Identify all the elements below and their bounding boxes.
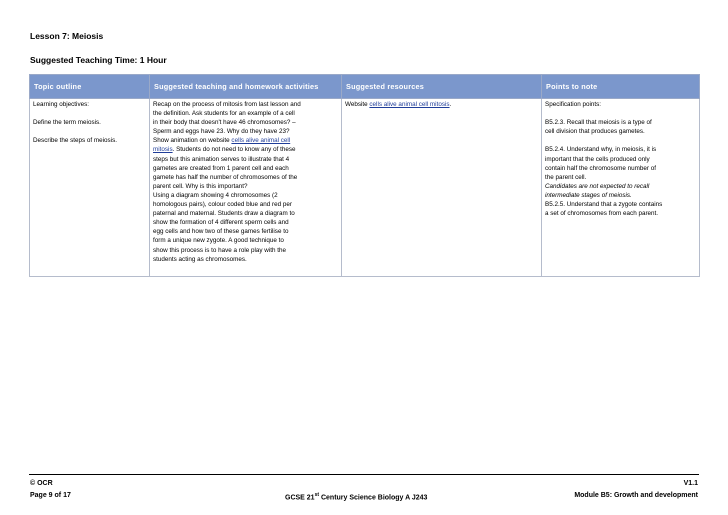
activity-line: show this process is to have a role play with the (153, 246, 287, 254)
activity-line: gametes are created from 1 parent cell and each (153, 164, 289, 172)
point-note: Candidates are not expected to recall (545, 182, 650, 190)
lesson-table (29, 74, 700, 277)
points-cell (542, 99, 700, 277)
animation-prefix: Show animation on website (153, 137, 232, 145)
point-line: B5.2.5. Understand that a zygote contains (545, 201, 663, 209)
course-sup: st (314, 492, 320, 498)
topic-line: Define the term meiosis. (33, 119, 101, 127)
activity-line: the definition. Ask students for an example of a cell (153, 110, 295, 118)
col-points: Points to note (542, 75, 700, 99)
footer-version: V1.1 (683, 480, 698, 487)
activity-line: form a unique new zygote. A good technique to (153, 237, 284, 245)
resource-line (345, 100, 538, 109)
activity-line: Recap on the process of mitosis from last lesson and (153, 101, 301, 108)
activity-line (153, 145, 338, 154)
point-line: the parent cell. (545, 173, 587, 181)
table-row (30, 99, 700, 277)
activity-line: in their body that doesn't have 46 chromosomes? – (153, 119, 296, 127)
lesson-title: Lesson 7: Meiosis (30, 31, 104, 41)
activity-line: students acting as chromosomes. (153, 255, 247, 263)
topic-line: Learning objectives: (33, 101, 90, 108)
activity-line: Sperm and eggs have 23. Why do they have 23? (153, 128, 290, 136)
point-note: intermediate stages of meiosis. (545, 191, 632, 199)
activity-line (153, 136, 338, 145)
topic-line: Describe the steps of meiosis. (33, 137, 117, 145)
col-topic-outline: Topic outline (30, 75, 150, 99)
point-line: a set of chromosomes from each parent. (545, 210, 659, 218)
footer-module: Module B5: Growth and development (574, 492, 698, 499)
col-activities: Suggested teaching and homework activities (150, 75, 342, 99)
animation-link[interactable]: cells alive animal cell (231, 137, 291, 145)
activity-line: parent cell. Why is this important? (153, 182, 248, 190)
resources-cell (342, 99, 542, 277)
activity-line: egg cells and how two of these games fertilise to (153, 228, 289, 236)
col-resources: Suggested resources (342, 75, 542, 99)
activity-line: steps but this animation serves to illustrate that 4 (153, 155, 290, 163)
activity-line: homologous pairs), colour coded blue and red per (153, 201, 292, 209)
activities-cell (150, 99, 342, 277)
activity-line: show the formation of 4 different sperm cells and (153, 219, 289, 227)
footer-course (285, 492, 427, 501)
course-suffix: Century Science Biology A J243 (319, 494, 428, 502)
teaching-time: Suggested Teaching Time: 1 Hour (30, 55, 167, 65)
resource-link[interactable]: cells alive animal cell mitosis (369, 101, 450, 108)
point-line: contain half the chromosome number of (545, 164, 656, 172)
points-intro: Specification points: (545, 101, 602, 108)
activity-line: gamete has half the number of chromosomes of the (153, 173, 298, 181)
animation-suffix: . Students do not need to know any of these (172, 146, 296, 154)
footer-page-number: Page 9 of 17 (30, 492, 71, 499)
point-line: B5.2.3. Recall that meiosis is a type of (545, 119, 652, 127)
activity-line: Using a diagram showing 4 chromosomes (2 (153, 191, 278, 199)
table-header-row (30, 75, 700, 99)
animation-link-cont[interactable]: mitosis (153, 146, 173, 154)
activity-line: paternal and maternal. Students draw a diagram to (153, 210, 295, 218)
footer-divider (29, 474, 699, 475)
resource-suffix: . (449, 101, 452, 108)
point-line: B5.2.4. Understand why, in meiosis, it is (545, 146, 657, 154)
resource-prefix: Website (345, 101, 370, 108)
point-line: cell division that produces gametes. (545, 128, 645, 136)
footer-copyright: © OCR (30, 480, 53, 487)
point-line: important that the cells produced only (545, 155, 650, 163)
course-prefix: GCSE 21 (285, 494, 315, 502)
topic-outline-cell (30, 99, 150, 277)
